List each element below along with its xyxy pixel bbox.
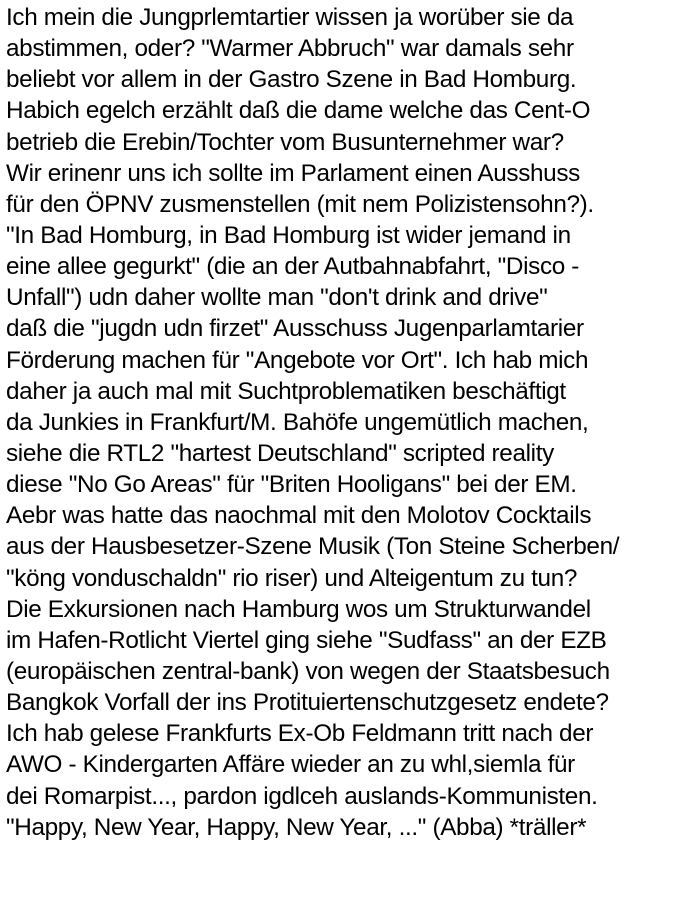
- text-line: daher ja auch mal mit Suchtproblematiken beschäftigt: [6, 377, 566, 405]
- document-body: [6, 2, 682, 843]
- text-line: Aebr was hatte das naochmal mit den Molotov Cocktails: [6, 502, 592, 530]
- text-line: "In Bad Homburg, in Bad Homburg ist wider jemand in: [6, 221, 571, 249]
- text-line: für den ÖPNV zusmenstellen (mit nem Polizistensohn?).: [6, 190, 594, 218]
- text-line: (europäischen zentral-bank) von wegen der Staatsbesuch: [6, 657, 610, 685]
- text-line: Ich hab gelese Frankfurts Ex-Ob Feldmann tritt nach der: [6, 720, 594, 748]
- text-line: aus der Hausbesetzer-Szene Musik (Ton Steine Scherben/: [6, 533, 620, 561]
- text-line: siehe die RTL2 "hartest Deutschland" scripted reality: [6, 439, 554, 467]
- text-line: beliebt vor allem in der Gastro Szene in Bad Homburg.: [6, 66, 577, 94]
- text-line: eine allee gegurkt" (die an der Autbahnabfahrt, "Disco -: [6, 253, 580, 281]
- text-line: Förderung machen für "Angebote vor Ort". Ich hab mich: [6, 346, 589, 374]
- text-line: "Happy, New Year, Happy, New Year, ..." (Abba) *träller*: [6, 813, 587, 841]
- text-line: abstimmen, oder? "Warmer Abbruch" war damals sehr: [6, 35, 574, 63]
- text-line: Die Exkursionen nach Hamburg wos um Strukturwandel: [6, 595, 591, 623]
- text-line: "köng vonduschaldn" rio riser) und Alteigentum zu tun?: [6, 564, 578, 592]
- text-line: Wir erinenr uns ich sollte im Parlament einen Ausshuss: [6, 159, 580, 187]
- text-line: betrieb die Erebin/Tochter vom Busunternehmer war?: [6, 128, 564, 156]
- text-line: Habich egelch erzählt daß die dame welche das Cent-O: [6, 97, 591, 125]
- text-line: Bangkok Vorfall der ins Protituiertenschutzgesetz endete?: [6, 689, 609, 717]
- text-line: dei Romarpist..., pardon igdlceh auslands-Kommunisten.: [6, 782, 598, 810]
- text-line: daß die "jugdn udn firzet" Ausschuss Jugenparlamtarier: [6, 315, 584, 343]
- text-line: AWO - Kindergarten Affäre wieder an zu whl,siemla für: [6, 751, 575, 779]
- text-line: Ich mein die Jungprlemtartier wissen ja worüber sie da: [6, 4, 574, 31]
- text-line: diese "No Go Areas" für "Briten Hooligans" bei der EM.: [6, 471, 577, 499]
- text-line: Unfall") udn daher wollte man "don't drink and drive": [6, 284, 548, 312]
- text-line: im Hafen-Rotlicht Viertel ging siehe "Sudfass" an der EZB: [6, 626, 607, 654]
- text-line: da Junkies in Frankfurt/M. Bahöfe ungemütlich machen,: [6, 408, 589, 436]
